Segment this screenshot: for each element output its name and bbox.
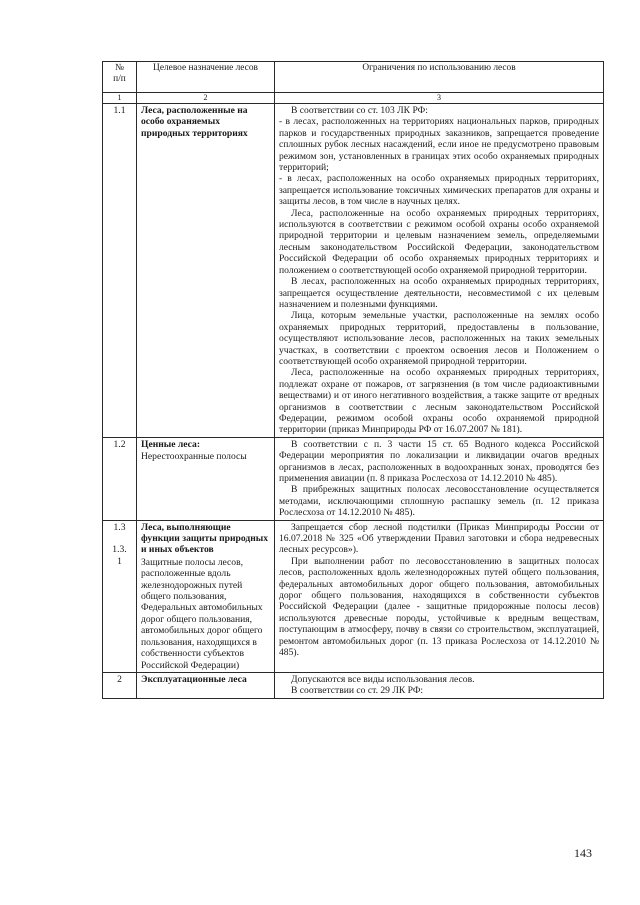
- row-purpose: [137, 672, 275, 698]
- restriction-paragraph: Леса, расположенные на особо охраняемых природных территориях, используются в соответствии с режимом особой охраны особо охраняемой природной территории и целевым назначением земель, определяемыми лесным законодательством Российской Федерации, законодательством Российской Федерации об особо охраняемых природных территориях и положением о соответствующей особо охраняемой природной территории.: [279, 207, 599, 276]
- row-number: 2: [103, 672, 137, 698]
- restriction-paragraph: В соответствии со ст. 29 ЛК РФ:: [291, 685, 424, 697]
- table-row: [103, 437, 604, 520]
- row-number: [103, 520, 137, 672]
- table-row: [103, 672, 604, 698]
- table-header-row: [103, 62, 604, 93]
- row-number-line: 1: [117, 555, 122, 567]
- row-restrictions: [275, 437, 604, 520]
- restriction-paragraph: В соответствии с п. 3 части 15 ст. 65 Водного кодекса Российской Федерации мероприятия по локализации и ликвидации очагов вредных организмов в лесах, расположенных в водоохранных зонах, проводятся без применения авиации (п. 8 приказа Рослесхоза от 14.12.2010 № 485).: [279, 438, 599, 484]
- row-number: 1.2: [103, 437, 137, 520]
- restriction-paragraph: В лесах, расположенных на особо охраняемых природных территориях, запрещается осуществление деятельности, несовместимой с их целевым назначением и полезными функциями.: [279, 276, 599, 310]
- row-subtitle: Нерестоохранные полосы: [141, 451, 247, 463]
- restriction-paragraph: Допускаются все виды использования лесов.: [291, 673, 475, 685]
- row-number: 1.1: [103, 104, 137, 438]
- row-subtitle: Защитные полосы лесов, расположенные вдоль железнодорожных путей общего пользования, Федеральных автомобильных дорог общего пользования, автомобильных дорог общего пользования, находящихся в собственности субъектов Российской Федерации): [141, 556, 263, 671]
- column-number: 1: [103, 93, 137, 104]
- row-title: Леса, выполняющие функции защиты природных и иных объектов: [141, 521, 269, 556]
- restriction-paragraph: В прибрежных защитных полосах лесовосстановление осуществляется методами, исключающими сплошную распашку земель (п. 12 приказа Рослесхоза от 14.12.2010 № 485).: [279, 484, 599, 519]
- row-restrictions: [275, 672, 604, 698]
- row-number-line: 1.3.: [112, 543, 127, 555]
- row-purpose: [137, 437, 275, 520]
- restriction-paragraph: - в лесах, расположенных на территориях национальных парков, природных парков и государственных природных заказников, запрещается проведение сплошных рубок лесных насаждений, если иное не предусмотрено правовым режимом зон, установленных в границах этих особо охраняемых природных территорий;: [279, 116, 599, 174]
- row-title: Ценные леса:: [141, 438, 201, 450]
- restriction-paragraph: Лица, которым земельные участки, расположенные на землях особо охраняемых природных территорий, предоставлены в пользование, осуществляют использование лесов, расположенных на таких земельных участках, в соответствии с проектом освоения лесов и Положением о соответствующей особо охраняемой природной территории.: [279, 310, 599, 367]
- header-restrictions: Ограничения по использованию лесов: [275, 62, 604, 93]
- header-purpose: Целевое назначение лесов: [137, 62, 275, 93]
- row-number-line: 1.3: [113, 521, 126, 533]
- row-purpose: [137, 104, 275, 438]
- restriction-paragraph: Леса, расположенные на особо охраняемых природных территориях, подлежат охране от пожаров, от загрязнения (в том числе радиоактивными веществами) и от иного негативного воздействия, а также защите от вредных организмов в соответствии с лесным законодательством Российской Федерации, режимом особой охраны особо охраняемой природной территории (приказ Минприроды РФ от 16.07.2007 № 181).: [279, 367, 599, 436]
- row-restrictions: [275, 104, 604, 438]
- table-row: [103, 520, 604, 672]
- column-number: 3: [275, 93, 604, 104]
- table-row: [103, 104, 604, 438]
- header-number: № п/п: [103, 62, 137, 93]
- restriction-paragraph: При выполнении работ по лесовосстановлению в защитных полосах лесов, расположенных вдоль железнодорожных путей общего пользования, федеральных автомобильных дорог общего пользования, автомобильных дорог общего пользования, находящихся в собственности субъектов Российской Федерации (далее - защитные придорожные полосы лесов) используются древесные породы, устойчивые к вредным веществам, поступающим в атмосферу, почву в связи со строительством, эксплуатацией, ремонтом автомобильных дорог (п. 13 приказа Рослесхоза от 14.12.2010 № 485).: [279, 555, 599, 659]
- page-number: 143: [574, 846, 592, 860]
- restriction-paragraph: Запрещается сбор лесной подстилки (Приказ Минприроды России от 16.07.2018 № 325 «Об утверждении Правил заготовки и сбора недревесных лесных ресурсов»).: [279, 521, 599, 556]
- row-purpose: [137, 520, 275, 672]
- column-number: 2: [137, 93, 275, 104]
- row-restrictions: [275, 520, 604, 672]
- restriction-paragraph: В соответствии со ст. 103 ЛК РФ:: [291, 105, 428, 116]
- restriction-paragraph: - в лесах, расположенных на особо охраняемых природных территориях, запрещается использование токсичных химических препаратов для охраны и защиты лесов, в том числе в научных целях.: [279, 173, 599, 208]
- column-number-row: [103, 93, 604, 104]
- row-title: Леса, расположенные на особо охраняемых природных территориях: [141, 105, 248, 139]
- forest-restrictions-table: [102, 61, 604, 699]
- row-title: Эксплуатационные леса: [141, 673, 247, 685]
